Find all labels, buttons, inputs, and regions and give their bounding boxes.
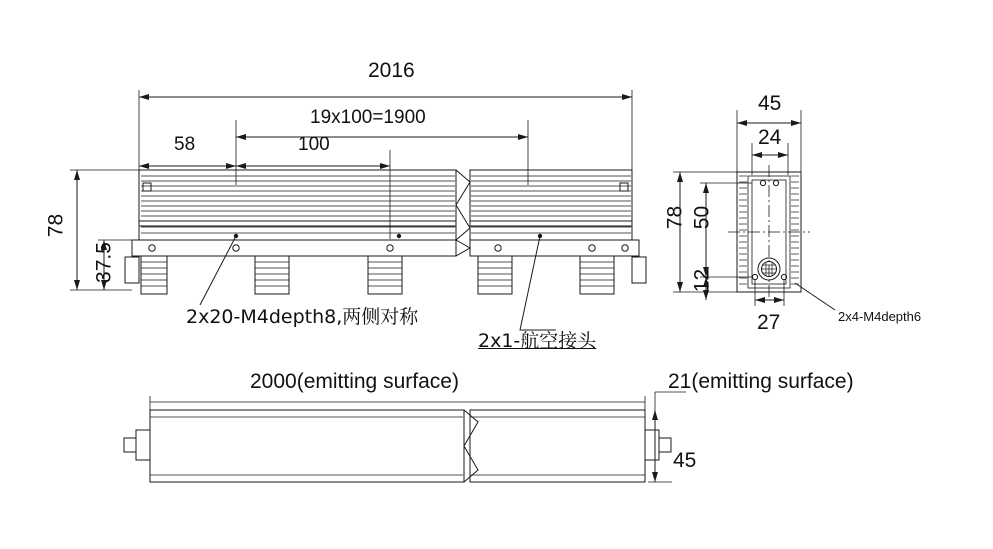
dim-emitting-thickness-label: 45 [673, 449, 697, 472]
dim-side-inner-width-label: 24 [758, 126, 782, 149]
dim-first-offset-label: 58 [174, 134, 196, 155]
dim-height-total-label: 78 [44, 213, 68, 238]
dim-first-offset-line [139, 163, 236, 169]
dim-side-width-label: 45 [758, 92, 782, 115]
dim-side-height-12-label: 12 [690, 268, 714, 293]
note-front-holes: 2x20-M4depth8,两侧对称 [186, 306, 419, 328]
dim-pitch-total-line [236, 120, 528, 185]
leader-front-holes [200, 236, 236, 305]
dim-pitch-total-label: 19x100=1900 [310, 107, 426, 128]
dim-bottom-45 [648, 410, 672, 482]
dim-side-height-50-label: 50 [690, 205, 714, 230]
dim-overall-length-label: 2016 [368, 59, 415, 82]
dim-height-mid-label: 37.5 [92, 242, 116, 283]
dim-emitting-length-label: 2000(emitting surface) [250, 370, 459, 393]
leader-side-holes [795, 283, 835, 310]
dim-emitting-width-label: 21(emitting surface) [668, 370, 854, 393]
note-side-holes: 2x4-M4depth6 [838, 309, 922, 324]
dim-side-bottom-27-label: 27 [757, 311, 781, 334]
dim-side-height-total-label: 78 [663, 205, 687, 230]
leader-connector [520, 236, 556, 330]
leader-emitting-width [655, 392, 686, 414]
dim-pitch-label: 100 [298, 134, 330, 155]
bottom-view-body [124, 392, 686, 482]
note-connector: 2x1-航空接头 [478, 330, 597, 352]
dim-overall-length-line [139, 94, 632, 100]
